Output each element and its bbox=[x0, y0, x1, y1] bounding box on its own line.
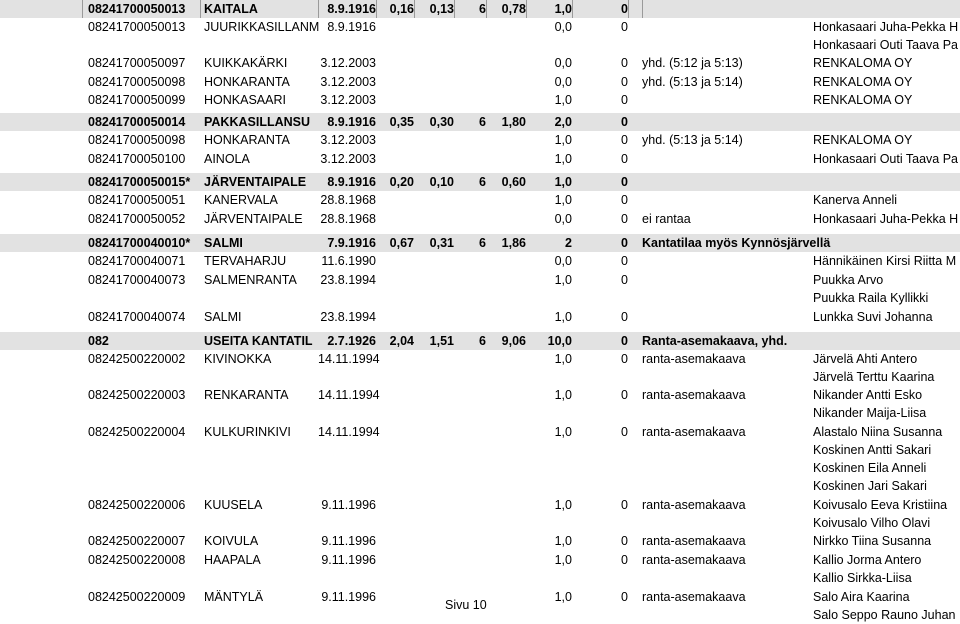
cell-name: RENKARANTA bbox=[204, 388, 289, 402]
grid-line bbox=[486, 0, 487, 18]
cell-e: 1,0 bbox=[554, 498, 572, 512]
cell-id: 082 bbox=[88, 334, 109, 348]
cell-name: SALMENRANTA bbox=[204, 273, 297, 287]
cell-id: 08241700040010* bbox=[88, 236, 191, 250]
cell-owner: Koskinen Antti Sakari bbox=[813, 443, 932, 457]
cell-id: 08242500220002 bbox=[88, 352, 186, 366]
cell-owner: Alastalo Niina Susanna bbox=[813, 425, 943, 439]
cell-f: 0 bbox=[621, 93, 628, 107]
cell-id: 08241700050014 bbox=[88, 115, 186, 129]
cell-date: 8.9.1916 bbox=[327, 115, 376, 129]
cell-e: 2 bbox=[565, 236, 572, 250]
cell-note: ranta-asemakaava bbox=[642, 590, 746, 604]
grid-line bbox=[318, 0, 319, 18]
cell-a: 0,35 bbox=[389, 115, 414, 129]
cell-id: 08241700040074 bbox=[88, 310, 186, 324]
cell-id: 08241700040071 bbox=[88, 254, 186, 268]
cell-owner: RENKALOMA OY bbox=[813, 75, 913, 89]
cell-c: 6 bbox=[479, 2, 486, 16]
cell-id: 08241700050013 bbox=[88, 2, 186, 16]
cell-id: 08241700050013 bbox=[88, 20, 186, 34]
cell-f: 0 bbox=[621, 352, 628, 366]
cell-name: KUIKKAKÄRKI bbox=[204, 56, 288, 70]
cell-e: 10,0 bbox=[547, 334, 572, 348]
cell-e: 1,0 bbox=[554, 93, 572, 107]
cell-id: 08241700050015* bbox=[88, 175, 191, 189]
cell-note: ei rantaa bbox=[642, 212, 691, 226]
cell-name: HONKASAARI bbox=[204, 93, 286, 107]
cell-f: 0 bbox=[621, 236, 628, 250]
cell-name: HAAPALA bbox=[204, 553, 261, 567]
cell-b: 1,51 bbox=[429, 334, 454, 348]
cell-owner: Kallio Jorma Antero bbox=[813, 553, 922, 567]
cell-note: Ranta-asemakaava, yhd. bbox=[642, 334, 788, 348]
cell-date: 2.7.1926 bbox=[327, 334, 376, 348]
page-number: Sivu 10 bbox=[445, 598, 487, 612]
cell-f: 0 bbox=[621, 75, 628, 89]
cell-e: 1,0 bbox=[554, 2, 572, 16]
cell-c: 6 bbox=[479, 175, 486, 189]
cell-e: 1,0 bbox=[554, 310, 572, 324]
cell-date: 8.9.1916 bbox=[327, 175, 376, 189]
cell-a: 0,16 bbox=[389, 2, 414, 16]
cell-owner: Salo Aira Kaarina bbox=[813, 590, 910, 604]
cell-note: ranta-asemakaava bbox=[642, 498, 746, 512]
cell-date: 14.11.1994 bbox=[318, 425, 380, 439]
cell-name: KIVINOKKA bbox=[204, 352, 272, 366]
cell-b: 0,30 bbox=[429, 115, 454, 129]
cell-e: 1,0 bbox=[554, 352, 572, 366]
cell-c: 6 bbox=[479, 236, 486, 250]
cell-date: 9.11.1996 bbox=[321, 590, 376, 604]
cell-f: 0 bbox=[621, 388, 628, 402]
cell-e: 1,0 bbox=[554, 152, 572, 166]
cell-e: 1,0 bbox=[554, 273, 572, 287]
cell-date: 9.11.1996 bbox=[321, 553, 376, 567]
cell-date: 14.11.1994 bbox=[318, 388, 380, 402]
cell-b: 0,31 bbox=[429, 236, 454, 250]
cell-d: 0,78 bbox=[501, 2, 526, 16]
grid-line bbox=[526, 0, 527, 18]
cell-b: 0,10 bbox=[429, 175, 454, 189]
cell-e: 0,0 bbox=[554, 75, 572, 89]
grid-line bbox=[572, 0, 573, 18]
cell-f: 0 bbox=[621, 133, 628, 147]
cell-e: 0,0 bbox=[554, 56, 572, 70]
cell-date: 8.9.1916 bbox=[327, 2, 376, 16]
cell-date: 3.12.2003 bbox=[320, 93, 376, 107]
cell-b: 0,13 bbox=[429, 2, 454, 16]
cell-note: ranta-asemakaava bbox=[642, 388, 746, 402]
cell-e: 1,0 bbox=[554, 534, 572, 548]
cell-owner: Nirkko Tiina Susanna bbox=[813, 534, 932, 548]
cell-name: MÄNTYLÄ bbox=[204, 590, 264, 604]
cell-f: 0 bbox=[621, 212, 628, 226]
cell-date: 11.6.1990 bbox=[321, 254, 376, 268]
cell-date: 14.11.1994 bbox=[318, 352, 380, 366]
grid-line bbox=[200, 0, 201, 18]
cell-owner: Järvelä Terttu Kaarina bbox=[813, 370, 935, 384]
cell-a: 0,20 bbox=[389, 175, 414, 189]
cell-e: 1,0 bbox=[554, 388, 572, 402]
cell-f: 0 bbox=[621, 590, 628, 604]
cell-note: ranta-asemakaava bbox=[642, 534, 746, 548]
cell-date: 3.12.2003 bbox=[320, 56, 376, 70]
cell-date: 8.9.1916 bbox=[327, 20, 376, 34]
cell-id: 08241700050098 bbox=[88, 75, 186, 89]
cell-owner: RENKALOMA OY bbox=[813, 93, 913, 107]
cell-date: 28.8.1968 bbox=[320, 212, 376, 226]
cell-f: 0 bbox=[621, 534, 628, 548]
cell-date: 9.11.1996 bbox=[321, 534, 376, 548]
cell-e: 1,0 bbox=[554, 133, 572, 147]
cell-e: 0,0 bbox=[554, 20, 572, 34]
cell-owner: Hännikäinen Kirsi Riitta M bbox=[813, 254, 957, 268]
cell-name: USEITA KANTATIL bbox=[204, 334, 313, 348]
cell-f: 0 bbox=[621, 20, 628, 34]
cell-d: 9,06 bbox=[501, 334, 526, 348]
cell-note: ranta-asemakaava bbox=[642, 425, 746, 439]
cell-name: JÄRVENTAIPALE bbox=[204, 175, 307, 189]
cell-id: 08242500220004 bbox=[88, 425, 186, 439]
cell-date: 3.12.2003 bbox=[320, 133, 376, 147]
cell-id: 08241700040073 bbox=[88, 273, 186, 287]
grid-line bbox=[376, 0, 377, 18]
cell-owner: Honkasaari Juha-Pekka H bbox=[813, 212, 959, 226]
cell-name: JUURIKKASILLANM bbox=[204, 20, 320, 34]
cell-c: 6 bbox=[479, 115, 486, 129]
cell-d: 0,60 bbox=[501, 175, 526, 189]
grid-line bbox=[414, 0, 415, 18]
cell-date: 9.11.1996 bbox=[321, 498, 376, 512]
cell-owner: Nikander Antti Esko bbox=[813, 388, 923, 402]
cell-f: 0 bbox=[621, 334, 628, 348]
cell-f: 0 bbox=[621, 254, 628, 268]
cell-owner: Puukka Raila Kyllikki bbox=[813, 291, 929, 305]
cell-owner: Koivusalo Eeva Kristiina bbox=[813, 498, 948, 512]
cell-f: 0 bbox=[621, 498, 628, 512]
cell-name: HONKARANTA bbox=[204, 75, 290, 89]
cell-f: 0 bbox=[621, 310, 628, 324]
cell-name: PAKKASILLANSU bbox=[204, 115, 311, 129]
cell-note: yhd. (5:12 ja 5:13) bbox=[642, 56, 743, 70]
cell-note: ranta-asemakaava bbox=[642, 553, 746, 567]
cell-owner: Koivusalo Vilho Olavi bbox=[813, 516, 931, 530]
cell-id: 08242500220007 bbox=[88, 534, 186, 548]
grid-line bbox=[628, 0, 629, 18]
cell-name: TERVAHARJU bbox=[204, 254, 287, 268]
cell-id: 08241700050098 bbox=[88, 133, 186, 147]
cell-owner: Honkasaari Juha-Pekka H bbox=[813, 20, 959, 34]
cell-id: 08241700050097 bbox=[88, 56, 186, 70]
cell-owner: Kallio Sirkka-Liisa bbox=[813, 571, 912, 585]
cell-owner: RENKALOMA OY bbox=[813, 133, 913, 147]
cell-name: KANERVALA bbox=[204, 193, 278, 207]
cell-id: 08242500220006 bbox=[88, 498, 186, 512]
cell-e: 0,0 bbox=[554, 254, 572, 268]
cell-name: JÄRVENTAIPALE bbox=[204, 212, 303, 226]
cell-e: 1,0 bbox=[554, 193, 572, 207]
cell-f: 0 bbox=[621, 553, 628, 567]
cell-note: ranta-asemakaava bbox=[642, 352, 746, 366]
cell-name: KULKURINKIVI bbox=[204, 425, 291, 439]
cell-id: 08242500220009 bbox=[88, 590, 186, 604]
grid-line bbox=[454, 0, 455, 18]
cell-note: yhd. (5:13 ja 5:14) bbox=[642, 133, 743, 147]
cell-name: SALMI bbox=[204, 310, 242, 324]
cell-a: 2,04 bbox=[389, 334, 414, 348]
cell-owner: Koskinen Jari Sakari bbox=[813, 479, 927, 493]
cell-id: 08242500220003 bbox=[88, 388, 186, 402]
cell-date: 23.8.1994 bbox=[320, 273, 376, 287]
cell-f: 0 bbox=[621, 273, 628, 287]
cell-f: 0 bbox=[621, 193, 628, 207]
cell-note: yhd. (5:13 ja 5:14) bbox=[642, 75, 743, 89]
cell-f: 0 bbox=[621, 425, 628, 439]
cell-id: 08241700050052 bbox=[88, 212, 186, 226]
cell-owner: Honkasaari Outi Taava Pa bbox=[813, 38, 958, 52]
cell-d: 1,80 bbox=[501, 115, 526, 129]
cell-owner: Puukka Arvo bbox=[813, 273, 884, 287]
cell-owner: Koskinen Eila Anneli bbox=[813, 461, 927, 475]
cell-e: 1,0 bbox=[554, 425, 572, 439]
cell-e: 1,0 bbox=[554, 590, 572, 604]
cell-name: SALMI bbox=[204, 236, 243, 250]
cell-owner: Lunkka Suvi Johanna bbox=[813, 310, 933, 324]
cell-f: 0 bbox=[621, 56, 628, 70]
cell-owner: Salo Seppo Rauno Juhan bbox=[813, 608, 956, 622]
cell-id: 08241700050099 bbox=[88, 93, 186, 107]
cell-date: 7.9.1916 bbox=[327, 236, 376, 250]
cell-e: 0,0 bbox=[554, 212, 572, 226]
cell-a: 0,67 bbox=[389, 236, 414, 250]
cell-date: 23.8.1994 bbox=[320, 310, 376, 324]
cell-d: 1,86 bbox=[501, 236, 526, 250]
cell-f: 0 bbox=[621, 152, 628, 166]
cell-name: KAITALA bbox=[204, 2, 258, 16]
grid-line bbox=[642, 0, 643, 18]
grid-line bbox=[82, 0, 83, 18]
cell-date: 28.8.1968 bbox=[320, 193, 376, 207]
cell-f: 0 bbox=[621, 115, 628, 129]
cell-date: 3.12.2003 bbox=[320, 75, 376, 89]
cell-owner: Järvelä Ahti Antero bbox=[813, 352, 918, 366]
cell-id: 08241700050100 bbox=[88, 152, 186, 166]
cell-f: 0 bbox=[621, 175, 628, 189]
cell-owner: Honkasaari Outi Taava Pa bbox=[813, 152, 958, 166]
cell-owner: RENKALOMA OY bbox=[813, 56, 913, 70]
cell-id: 08242500220008 bbox=[88, 553, 186, 567]
cell-f: 0 bbox=[621, 2, 628, 16]
cell-owner: Kanerva Anneli bbox=[813, 193, 898, 207]
cell-id: 08241700050051 bbox=[88, 193, 186, 207]
cell-e: 2,0 bbox=[554, 115, 572, 129]
cell-note: Kantatilaa myös Kynnösjärvellä bbox=[642, 236, 831, 250]
cell-e: 1,0 bbox=[554, 553, 572, 567]
cell-name: KUUSELA bbox=[204, 498, 263, 512]
cell-name: HONKARANTA bbox=[204, 133, 290, 147]
cell-c: 6 bbox=[479, 334, 486, 348]
cell-date: 3.12.2003 bbox=[320, 152, 376, 166]
cell-name: KOIVULA bbox=[204, 534, 259, 548]
cell-e: 1,0 bbox=[554, 175, 572, 189]
cell-name: AINOLA bbox=[204, 152, 250, 166]
cell-owner: Nikander Maija-Liisa bbox=[813, 406, 927, 420]
